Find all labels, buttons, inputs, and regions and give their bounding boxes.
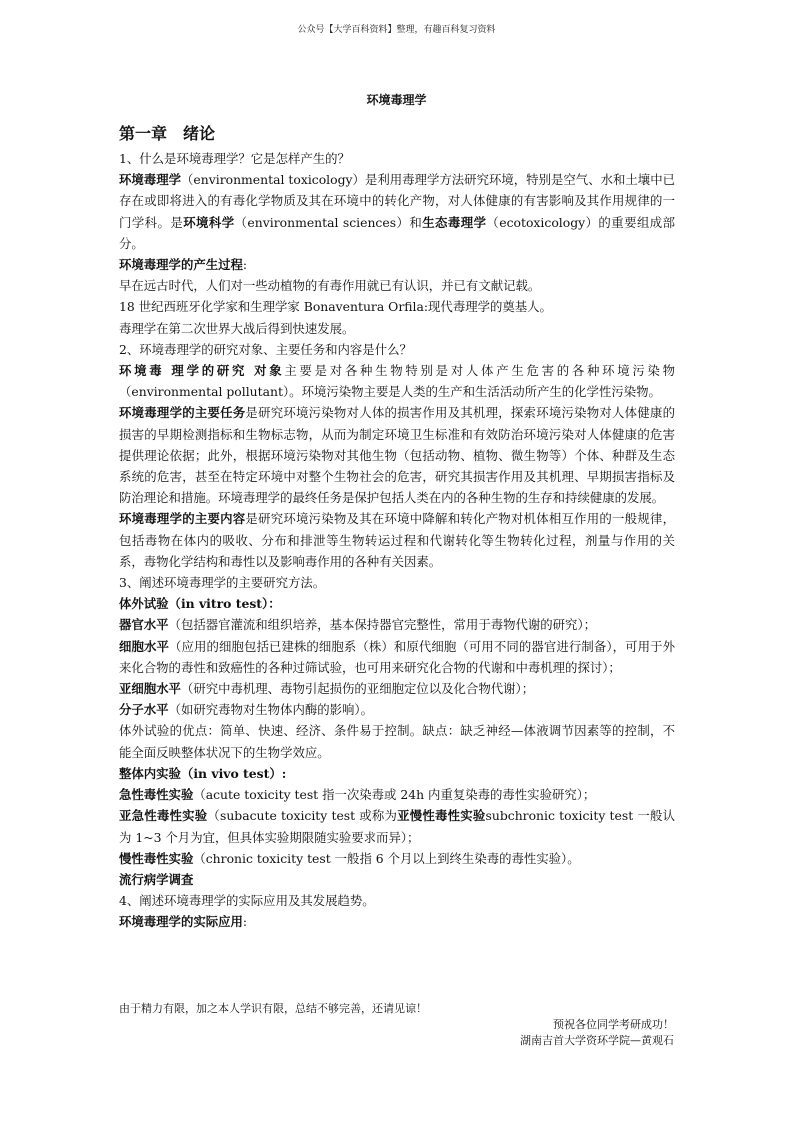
- acute-toxicity-paragraph: [119, 784, 675, 805]
- definition-paragraph: [119, 169, 675, 254]
- term-environmental-science: 环境科学: [183, 214, 235, 230]
- definition-text-1: （environmental toxicology）是利用毒理学方法研究环境，特别是空气、水和土壤中已存在或即将进入的有毒化学物质及其在环境中的转化产物，对人体健康的有害影响及其作用规律的一门学科。是: [119, 172, 675, 230]
- question-1: 1、什么是环境毒理学？它是怎样产生的？: [119, 151, 350, 166]
- term-environmental-toxicology: 环境毒理学: [119, 172, 182, 188]
- main-content-text: 是研究环境污染物及其在环境中降解和转化产物对机体相互作用的一般规律，包括毒物在体内的吸收、分布和排泄等生物转运过程和代谢转化等生物转化过程，剂量与作用的关系，毒物化学结构和毒性以及影响毒作用的各种有关因素。: [119, 511, 676, 569]
- chapter-title: 第一章 绪论: [119, 124, 216, 143]
- document-title: 环境毒理学: [366, 93, 427, 107]
- origin-heading-colon: :: [242, 257, 248, 273]
- molecular-level-text: （如研究毒物对生物体内酶的影响）。: [168, 702, 374, 718]
- footer-note: 由于精力有限，加之本人学识有限，总结不够完善，还请见谅！: [119, 1002, 427, 1015]
- term-research-object: 环境毒 理学的研究 对象: [119, 363, 285, 379]
- chronic-toxicity-paragraph: [119, 848, 675, 869]
- application-heading-colon: :: [242, 914, 248, 930]
- in-vitro-pros-cons: 体外试验的优点：简单、快速、经济、条件易于控制。缺点：缺乏神经—体液调节因素等的控制，不能全面反映整体状况下的生物学效应。: [119, 723, 675, 760]
- question-3: 3、阐述环境毒理学的主要研究方法。: [119, 575, 326, 591]
- application-heading: [119, 911, 675, 932]
- term-main-content: 环境毒理学的主要内容: [119, 511, 246, 527]
- subcell-level-paragraph: [119, 678, 675, 699]
- organ-level-paragraph: [119, 614, 675, 635]
- chronic-toxicity-text: （chronic toxicity test 一般指 6 个月以上到终生染毒的毒性实验）。: [193, 850, 580, 866]
- term-cell-level: 细胞水平: [119, 638, 169, 654]
- subacute-toxicity-paragraph: [119, 805, 675, 847]
- subacute-toxicity-text-1: （subacute toxicity test 或称为: [207, 808, 398, 824]
- origin-heading: [119, 254, 675, 275]
- document-body: [119, 122, 675, 933]
- term-subacute-toxicity: 亚急性毒性实验: [119, 808, 208, 824]
- term-acute-toxicity: 急性毒性实验: [119, 787, 194, 803]
- term-subchronic-toxicity: 亚慢性毒性实验: [397, 808, 486, 824]
- term-molecular-level: 分子水平: [119, 702, 169, 718]
- term-main-task: 环境毒理学的主要任务: [119, 405, 246, 421]
- in-vivo-heading: 整体内实验（in vivo test）:: [119, 765, 287, 781]
- main-content-paragraph: [119, 508, 675, 572]
- footer-wish: 预祝各位同学考研成功！: [553, 1018, 674, 1031]
- epidemiology-heading: 流行病学调查: [119, 871, 194, 887]
- footer-signature: [520, 1017, 674, 1049]
- in-vitro-heading: 体外试验（in vitro test）：: [119, 596, 281, 612]
- application-heading-text: 环境毒理学的实际应用: [119, 914, 243, 930]
- origin-heading-text: 环境毒理学的产生过程: [119, 257, 243, 273]
- cell-level-paragraph: [119, 636, 675, 678]
- main-task-paragraph: [119, 402, 675, 508]
- main-task-text: 是研究环境污染物对人体的损害作用及其机理，探索环境污染物对人体健康的损害的早期检测指标和生物标志物，从而为制定环境卫生标准和有效防治环境污染对人体健康的危害提供理论依据；此外，根据环境污染物对其他生物（包括动物、植物、微生物等）个体、种群及生态系统的危害，甚至在特定环境中对整个生物社会的危害，研究其损害作用及其机理、早期损害指标及防治理论和措施。环境毒理学的最终任务是保护包括人类在内的各种生物的生存和持续健康的发展。: [119, 405, 676, 506]
- origin-line-1: 早在远古时代，人们对一些动植物的有毒作用就已有认识，并已有文献记载。: [119, 278, 541, 294]
- question-4: 4、阐述环境毒理学的实际应用及其发展趋势。: [119, 893, 375, 909]
- term-chronic-toxicity: 慢性毒性实验: [119, 850, 194, 866]
- cell-level-text: （应用的细胞包括已建株的细胞系（株）和原代细胞（可用不同的器官进行制备），可用于外来化合物的毒性和致癌性的各种过筛试验，也可用来研究化合物的代谢和中毒机理的探讨）；: [119, 638, 675, 675]
- subacute-toxicity-text-2: subchronic toxicity test 一般认为 1~3 个月为宜，但具体实验期限随实验要求而异）；: [119, 808, 675, 845]
- acute-toxicity-text: （acute toxicity test 指一次染毒或 24h 内重复染毒的毒性实验研究）；: [193, 787, 596, 803]
- footer-author: 湖南吉首大学资环学院—黄观石: [520, 1034, 674, 1047]
- organ-level-text: （包括器官灌流和组织培养，基本保持器官完整性，常用于毒物代谢的研究）；: [168, 617, 597, 633]
- definition-text-3: （ecotoxicology）的重要组成部分。: [119, 214, 676, 251]
- term-subcell-level: 亚细胞水平: [119, 681, 181, 697]
- research-object-paragraph: [119, 360, 675, 402]
- origin-line-3: 毒理学在第二次世界大战后得到快速发展。: [119, 320, 355, 336]
- term-ecotoxicology: 生态毒理学: [422, 214, 487, 230]
- subcell-level-text: （研究中毒机理、毒物引起损伤的亚细胞定位以及化合物代谢）；: [180, 681, 535, 697]
- research-object-text: 主要是对各种生物特别是对人体产生危害的各种环境污染物（environmental pollutant）。环境污染物主要是人类的生产和生活活动所产生的化学性污染物。: [119, 363, 675, 400]
- term-organ-level: 器官水平: [119, 617, 169, 633]
- watermark-header: 公众号【大学百科资料】整理，有趣百科复习资料: [297, 25, 496, 35]
- definition-text-2: （environmental sciences）和: [234, 214, 423, 230]
- molecular-level-paragraph: [119, 699, 675, 720]
- question-2: 2、环境毒理学的研究对象、主要任务和内容是什么？: [119, 341, 412, 357]
- origin-line-2: 18 世纪西班牙化学家和生理学家 Bonaventura Orfila:现代毒理学的奠基人。: [119, 299, 552, 315]
